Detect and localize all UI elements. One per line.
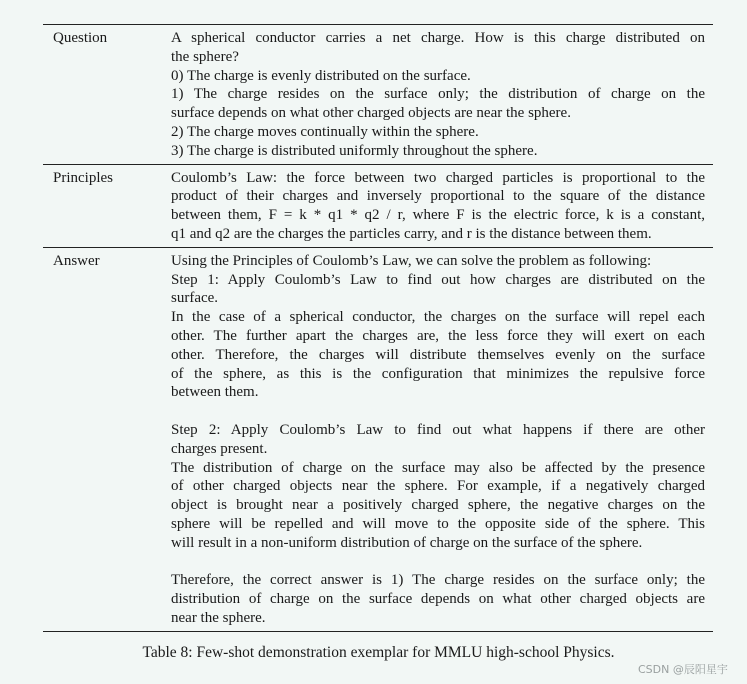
text-line: Therefore, the correct answer is 1) The charge resides on the surface only; the <box>171 572 705 589</box>
text-line: surface. <box>171 290 219 307</box>
row-label: Answer <box>53 252 100 269</box>
text-line: other. Therefore, the charges will distribute themselves evenly on the surface <box>171 346 705 363</box>
text-line: In the case of a spherical conductor, the charges on the surface will repel each <box>171 309 705 326</box>
text-line: between them. <box>171 384 259 401</box>
text-line: the sphere? <box>171 48 239 65</box>
text-line: Coulomb’s Law: the force between two charged particles is proportional to the <box>171 169 705 186</box>
text-line: Using the Principles of Coulomb’s Law, we can solve the problem as following: <box>171 252 652 269</box>
text-line: 3) The charge is distributed uniformly throughout the sphere. <box>171 142 538 159</box>
text-line: of the sphere, as this is the configuration that minimizes the repulsive force <box>171 365 705 382</box>
table-row-answer <box>43 247 713 631</box>
table-row-question <box>43 25 713 164</box>
text-line: distribution of charge on the surface depends on what other charged objects are <box>171 591 705 608</box>
row-label: Question <box>53 30 108 46</box>
text-line: 0) The charge is evenly distributed on the surface. <box>171 67 471 84</box>
text-line: 2) The charge moves continually within the sphere. <box>171 123 479 140</box>
text-line: object is brought near a positively charged sphere, the negative charges on the <box>171 497 705 514</box>
row-content <box>171 29 705 161</box>
text-line: sphere will be repelled and will move to the opposite side of the sphere. This <box>171 515 705 532</box>
text-line: near the sphere. <box>171 609 266 626</box>
watermark: CSDN @辰阳星宇 <box>638 663 728 676</box>
row-content <box>171 252 705 628</box>
text-line: will result in a non-uniform distribution of charge on the surface of the sphere. <box>171 534 643 551</box>
text-line: other. The further apart the charges are, the less force they will exert on each <box>171 327 705 344</box>
text-line: Step 2: Apply Coulomb’s Law to find out what happens if there are other <box>171 421 705 438</box>
text-line: A spherical conductor carries a net charge. How is this charge distributed on <box>171 30 705 46</box>
text-line: Step 1: Apply Coulomb’s Law to find out how charges are distributed on the <box>171 271 705 288</box>
blank-line <box>171 553 705 572</box>
text-line: 1) The charge resides on the surface only; the distribution of charge on the <box>171 86 705 103</box>
text-line: of other charged objects near the sphere. For example, if a negatively charged <box>171 478 705 495</box>
exemplar-table <box>43 24 713 632</box>
row-label: Principles <box>53 169 113 186</box>
blank-line <box>171 402 705 421</box>
text-line: The distribution of charge on the surface may also be affected by the presence <box>171 459 705 476</box>
text-line: product of their charges and inversely proportional to the square of the distance <box>171 188 705 205</box>
text-line: surface depends on what other charged objects are near the sphere. <box>171 105 571 122</box>
row-content <box>171 169 705 244</box>
text-line: charges present. <box>171 440 268 457</box>
text-line: q1 and q2 are the charges the particles carry, and r is the distance between them. <box>171 225 652 242</box>
table-caption: Table 8: Few-shot demonstration exemplar for MMLU high-school Physics. <box>142 644 615 661</box>
table-row-principles <box>43 164 713 247</box>
text-line: between them, F = k * q1 * q2 / r, where F is the electric force, k is a constant, <box>171 207 705 224</box>
